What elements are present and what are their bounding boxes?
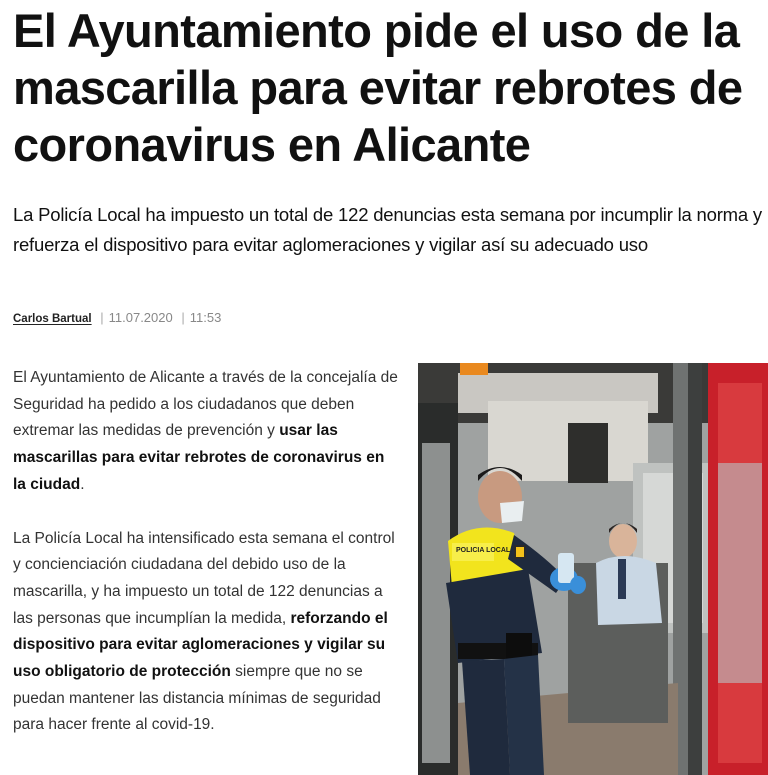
vest-label: POLICIA LOCAL	[456, 547, 511, 554]
publish-time: 11:53	[189, 310, 222, 325]
paragraph-text: .	[80, 475, 85, 493]
paragraph-bold-text: usar las mascarillas para evitar rebrotes de coronavirus en la ciudad	[13, 422, 385, 493]
bus-police-illustration	[418, 363, 768, 775]
paragraph-bold-text: reforzando el dispositivo para evitar aglomeraciones y vigilar su uso obligatorio de protección	[13, 609, 388, 681]
paragraph-text: siempre que no se puedan mantener las distancia mínimas de seguridad para hacer frente al covid-19.	[13, 663, 381, 734]
byline	[13, 310, 221, 325]
paragraph-text: El Ayuntamiento de Alicante a través de la concejalía de Seguridad ha pedido a los ciudadanos que deben extremar las medidas de prevención y	[13, 369, 398, 440]
article-photo	[418, 363, 768, 775]
article-body	[13, 365, 398, 766]
article-paragraph	[13, 365, 398, 499]
paragraph-text: La Policía Local ha intensificado esta semana el control y concienciación ciudadana del debido uso de la mascarilla, y ha impuesto un total de 122 denuncias a las personas que incumplían la medida,	[13, 529, 395, 627]
article-subtitle: La Policía Local ha impuesto un total de 122 denuncias esta semana por incumplir la norma y refuerza el dispositivo para evitar aglomeraciones y vigilar así su adecuado uso	[13, 204, 762, 255]
author-link[interactable]: Carlos Bartual	[13, 313, 92, 325]
byline-separator: |	[181, 310, 185, 325]
byline-separator: |	[100, 310, 104, 325]
article-paragraph	[13, 526, 398, 740]
article-headline: El Ayuntamiento pide el uso de la mascarilla para evitar rebrotes de coronavirus en Alicante	[13, 4, 743, 171]
publish-date: 11.07.2020	[108, 310, 173, 325]
